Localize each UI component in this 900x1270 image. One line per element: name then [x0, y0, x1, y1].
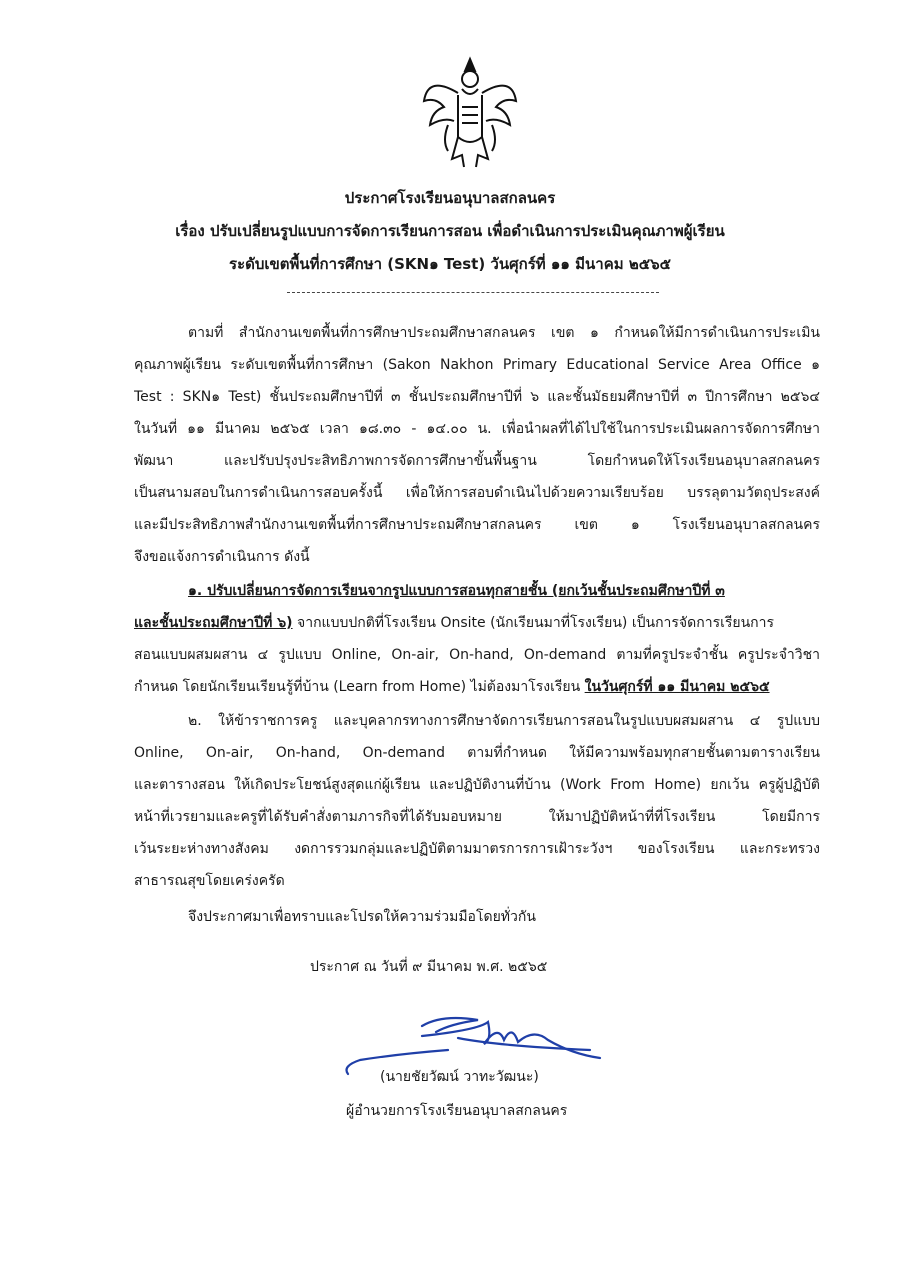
intro-line: ในวันที่ ๑๑ มีนาคม ๒๕๖๕ เวลา ๑๘.๓๐ - ๑๔.๐๐ น. เพื่อนำผลที่ได้ไปใช้ในการประเมินผลการจัดการศึกษา	[134, 421, 820, 437]
item2-line: และตารางสอน ให้เกิดประโยชน์สูงสุดแก่ผู้เรียน และปฏิบัติงานที่บ้าน (Work From Home) ยกเว้น ครูผู้ปฏิบัติ	[134, 777, 820, 793]
item1-text: จากแบบปกติที่โรงเรียน Onsite (นักเรียนมาที่โรงเรียน) เป็นการจัดการเรียนการ	[292, 615, 775, 631]
item2-line: หน้าที่เวรยามและครูที่ได้รับคำสั่งตามภารกิจที่ได้รับมอบหมาย ให้มาปฏิบัติหน้าที่ที่โรงเรียน โดยมีการ	[134, 809, 820, 825]
intro-line: ตามที่ สำนักงานเขตพื้นที่การศึกษาประถมศึกษาสกลนคร เขต ๑ กำหนดให้มีการดำเนินการประเมิน	[188, 325, 820, 341]
item1-heading: ๑. ปรับเปลี่ยนการจัดการเรียนจากรูปแบบการสอนทุกสายชั้น (ยกเว้นชั้นประถมศึกษาปีที่ ๓	[188, 583, 725, 599]
item1-line: สอนแบบผสมผสาน ๔ รูปแบบ Online, On-air, On-hand, On-demand ตามที่ครูประจำชั้น ครูประจำวิชา	[134, 647, 820, 663]
item1-line	[188, 580, 820, 604]
item1-line	[134, 612, 820, 636]
item1-date: ในวันศุกร์ที่ ๑๑ มีนาคม ๒๕๖๕	[584, 679, 770, 695]
item2-line: เว้นระยะห่างทางสังคม งดการรวมกลุ่มและปฏิบัติตามมาตรการการเฝ้าระวังฯ ของโรงเรียน และกระทรวง	[134, 841, 820, 857]
item2-line: สาธารณสุขโดยเคร่งครัด	[134, 873, 285, 889]
item1-heading-cont: และชั้นประถมศึกษาปีที่ ๖)	[134, 615, 293, 631]
item1-line	[134, 676, 820, 700]
intro-line: จึงขอแจ้งการดำเนินการ ดังนี้	[134, 549, 310, 565]
intro-line: เป็นสนามสอบในการดำเนินการสอบครั้งนี้ เพื่อให้การสอบดำเนินไปด้วยความเรียบร้อย บรรลุตามวัตถุประสงค์	[134, 485, 820, 501]
announcement-subject-line2: ระดับเขตพื้นที่การศึกษา (SKN๑ Test) วันศุกร์ที่ ๑๑ มีนาคม ๒๕๖๕	[229, 255, 671, 273]
title-divider	[287, 292, 659, 293]
announcement-subject: เรื่อง ปรับเปลี่ยนรูปแบบการจัดการเรียนการสอน เพื่อดำเนินการประเมินคุณภาพผู้เรียน	[175, 222, 725, 240]
item2-line: Online, On-air, On-hand, On-demand ตามที่กำหนด ให้มีความพร้อมทุกสายชั้นตามตารางเรียน	[134, 745, 820, 761]
intro-line: คุณภาพผู้เรียน ระดับเขตพื้นที่การศึกษา (Sakon Nakhon Primary Educational Service Area Office ๑	[134, 357, 820, 373]
closing-text: จึงประกาศมาเพื่อทราบและโปรดให้ความร่วมมือโดยทั่วกัน	[188, 909, 536, 925]
signatory-position: ผู้อำนวยการโรงเรียนอนุบาลสกลนคร	[346, 1103, 568, 1119]
item2-line: ๒. ให้ข้าราชการครู และบุคลากรทางการศึกษาจัดการเรียนการสอนในรูปแบบผสมผสาน ๔ รูปแบบ	[188, 713, 820, 729]
announcement-title: ประกาศโรงเรียนอนุบาลสกลนคร	[344, 189, 556, 207]
item1-text: กำหนด โดยนักเรียนเรียนรู้ที่บ้าน (Learn from Home) ไม่ต้องมาโรงเรียน	[134, 679, 585, 695]
intro-line: และมีประสิทธิภาพสำนักงานเขตพื้นที่การศึกษาประถมศึกษาสกลนคร เขต ๑ โรงเรียนอนุบาลสกลนคร	[134, 517, 820, 533]
signatory-name: (นายชัยวัฒน์ วาทะวัฒนะ)	[380, 1069, 539, 1085]
garuda-emblem	[418, 55, 522, 173]
intro-line: พัฒนา และปรับปรุงประสิทธิภาพการจัดการศึกษาขั้นพื้นฐาน โดยกำหนดให้โรงเรียนอนุบาลสกลนคร	[134, 453, 820, 469]
intro-line: Test : SKN๑ Test) ชั้นประถมศึกษาปีที่ ๓ ชั้นประถมศึกษาปีที่ ๖ และชั้นมัธยมศึกษาปีที่ ๓ ปีการศึกษา ๒๕๖๔	[134, 389, 820, 405]
announcement-date: ประกาศ ณ วันที่ ๙ มีนาคม พ.ศ. ๒๕๖๕	[310, 959, 548, 975]
